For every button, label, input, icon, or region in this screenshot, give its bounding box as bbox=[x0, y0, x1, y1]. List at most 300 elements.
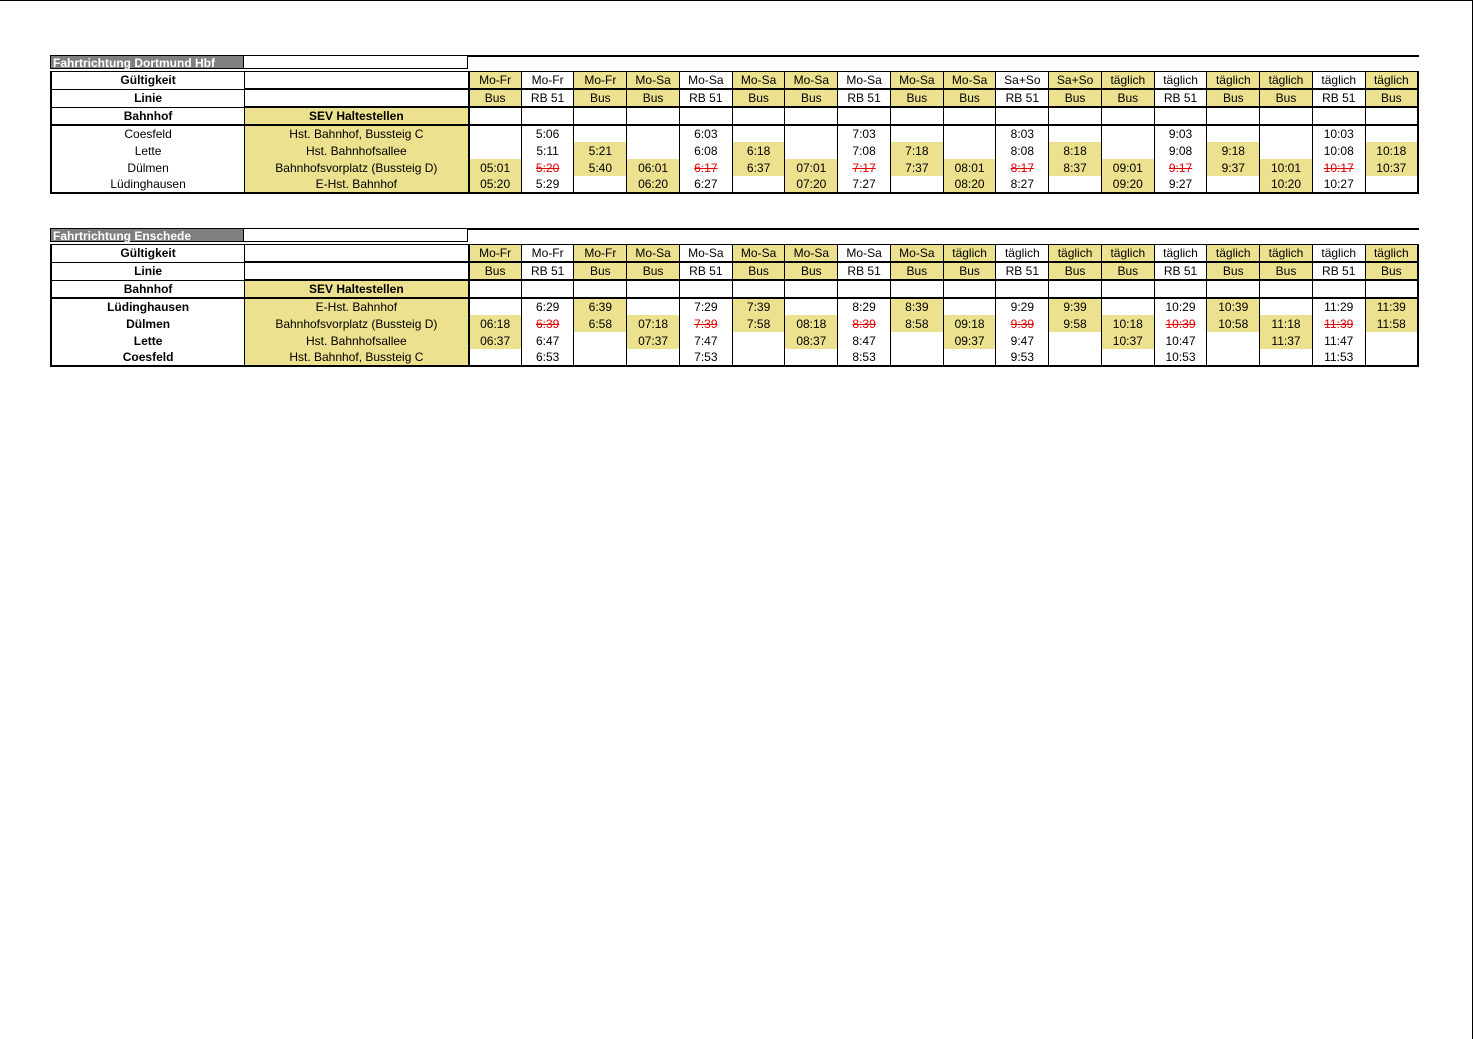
validity-label: Gültigkeit bbox=[51, 72, 245, 90]
time-cell bbox=[732, 125, 785, 142]
validity-cell: Mo-Sa bbox=[732, 72, 785, 90]
cancelled-time: 7:17 bbox=[852, 160, 876, 175]
validity-cell: Mo-Sa bbox=[838, 72, 891, 90]
time-cell bbox=[1049, 159, 1102, 176]
sev-stop-name: E-Hst. Bahnhof bbox=[245, 298, 469, 315]
time-cell bbox=[1101, 332, 1154, 349]
validity-cell: Mo-Sa bbox=[943, 72, 996, 90]
blank-cell bbox=[1207, 107, 1260, 125]
line-cell: Bus bbox=[1049, 89, 1102, 107]
blank-cell bbox=[521, 280, 574, 298]
departure-time: 7:18 bbox=[905, 143, 929, 158]
time-cell bbox=[838, 332, 891, 349]
time-cell bbox=[785, 332, 838, 349]
station-label: Bahnhof bbox=[51, 280, 245, 298]
blank-cell bbox=[1260, 107, 1313, 125]
validity-label: Gültigkeit bbox=[51, 245, 245, 263]
validity-cell: täglich bbox=[1049, 245, 1102, 263]
time-cell bbox=[679, 349, 732, 366]
blank-cell bbox=[574, 107, 627, 125]
cancelled-time: 9:39 bbox=[1010, 316, 1034, 331]
time-cell bbox=[469, 315, 522, 332]
line-cell: RB 51 bbox=[1312, 89, 1365, 107]
validity-cell: täglich bbox=[1365, 72, 1418, 90]
cancelled-time: 10:39 bbox=[1165, 316, 1196, 331]
time-cell bbox=[785, 176, 838, 193]
time-cell bbox=[1312, 159, 1365, 176]
sev-stop-name: Hst. Bahnhof, Bussteig C bbox=[245, 349, 469, 366]
time-cell bbox=[469, 176, 522, 193]
line-cell: Bus bbox=[1365, 89, 1418, 107]
blank-cell bbox=[469, 107, 522, 125]
station-name: Lette bbox=[51, 332, 245, 349]
line-cell: Bus bbox=[890, 89, 943, 107]
blank-cell bbox=[1154, 280, 1207, 298]
time-cell bbox=[1101, 142, 1154, 159]
time-cell bbox=[1049, 298, 1102, 315]
time-cell bbox=[1207, 315, 1260, 332]
time-cell bbox=[1049, 142, 1102, 159]
blank-cell bbox=[785, 107, 838, 125]
validity-cell: Mo-Sa bbox=[627, 72, 680, 90]
validity-cell: täglich bbox=[1260, 245, 1313, 263]
validity-cell: Mo-Sa bbox=[890, 72, 943, 90]
departure-time: 11:53 bbox=[1324, 350, 1354, 364]
time-cell bbox=[521, 176, 574, 193]
line-cell: Bus bbox=[1207, 89, 1260, 107]
departure-time: 9:39 bbox=[1063, 300, 1087, 314]
departure-time: 06:20 bbox=[638, 177, 669, 191]
time-cell bbox=[890, 176, 943, 193]
cancelled-time: 5:20 bbox=[535, 160, 560, 175]
time-cell bbox=[1207, 142, 1260, 159]
blank-cell bbox=[1154, 107, 1207, 125]
station-name: Lüdinghausen bbox=[51, 298, 245, 315]
departure-time: 06:01 bbox=[638, 160, 669, 175]
time-cell bbox=[627, 176, 680, 193]
line-cell: RB 51 bbox=[996, 262, 1049, 280]
departure-time: 9:29 bbox=[1010, 300, 1034, 314]
validity-cell: Mo-Sa bbox=[838, 245, 891, 263]
departure-time: 6:47 bbox=[535, 333, 560, 348]
cancelled-time: 8:39 bbox=[852, 316, 876, 331]
time-cell bbox=[838, 125, 891, 142]
sev-stops-header: SEV Haltestellen bbox=[245, 107, 469, 125]
station-header-row bbox=[51, 280, 1418, 298]
station-name: Lüdinghausen bbox=[51, 176, 245, 193]
time-cell bbox=[732, 142, 785, 159]
time-cell bbox=[1101, 298, 1154, 315]
time-cell bbox=[1049, 349, 1102, 366]
departure-time: 8:39 bbox=[905, 300, 929, 314]
time-cell bbox=[469, 332, 522, 349]
time-cell bbox=[574, 142, 627, 159]
time-cell bbox=[996, 125, 1049, 142]
time-cell bbox=[1154, 298, 1207, 315]
time-cell bbox=[679, 125, 732, 142]
time-cell bbox=[890, 315, 943, 332]
departure-time: 6:29 bbox=[535, 300, 560, 314]
time-cell bbox=[1312, 125, 1365, 142]
time-cell bbox=[1365, 349, 1418, 366]
time-cell bbox=[732, 176, 785, 193]
line-blank bbox=[245, 262, 469, 280]
time-cell bbox=[1260, 315, 1313, 332]
station-label: Bahnhof bbox=[51, 107, 245, 125]
departure-time: 9:08 bbox=[1168, 143, 1193, 158]
blank-cell bbox=[521, 107, 574, 125]
time-cell bbox=[469, 125, 522, 142]
validity-cell: Mo-Sa bbox=[785, 72, 838, 90]
validity-cell: Mo-Fr bbox=[521, 72, 574, 90]
line-cell: Bus bbox=[469, 262, 522, 280]
departure-time: 07:20 bbox=[796, 177, 827, 191]
blank-cell bbox=[469, 280, 522, 298]
time-cell bbox=[1154, 315, 1207, 332]
time-cell bbox=[679, 142, 732, 159]
blank-cell bbox=[627, 107, 680, 125]
departure-time: 9:47 bbox=[1010, 333, 1034, 348]
time-cell bbox=[627, 332, 680, 349]
line-cell: Bus bbox=[1049, 262, 1102, 280]
time-cell bbox=[1101, 349, 1154, 366]
departure-time: 06:18 bbox=[480, 316, 511, 331]
blank-cell bbox=[732, 107, 785, 125]
sev-stops-header: SEV Haltestellen bbox=[245, 280, 469, 298]
time-cell bbox=[1260, 298, 1313, 315]
validity-cell: Mo-Fr bbox=[521, 245, 574, 263]
time-cell bbox=[1260, 332, 1313, 349]
time-cell bbox=[996, 332, 1049, 349]
time-cell bbox=[1260, 142, 1313, 159]
departure-time: 08:37 bbox=[796, 333, 827, 348]
departure-time: 7:53 bbox=[694, 350, 718, 364]
time-cell bbox=[1260, 159, 1313, 176]
departure-time: 10:20 bbox=[1271, 177, 1302, 191]
blank-cell bbox=[574, 280, 627, 298]
cancelled-time: 9:17 bbox=[1168, 160, 1193, 175]
cancelled-time: 6:39 bbox=[535, 316, 560, 331]
timetable-grid bbox=[50, 244, 1419, 367]
departure-time: 11:39 bbox=[1376, 300, 1406, 314]
time-cell bbox=[943, 142, 996, 159]
departure-time: 7:08 bbox=[852, 143, 876, 158]
blank-cell bbox=[943, 280, 996, 298]
time-cell bbox=[838, 142, 891, 159]
station-name: Coesfeld bbox=[51, 125, 245, 142]
time-cell bbox=[1154, 125, 1207, 142]
line-cell: RB 51 bbox=[838, 89, 891, 107]
time-cell bbox=[1260, 176, 1313, 193]
time-cell bbox=[679, 315, 732, 332]
departure-time: 6:27 bbox=[694, 177, 718, 191]
departure-time: 10:01 bbox=[1271, 160, 1302, 175]
line-cell: Bus bbox=[1260, 262, 1313, 280]
line-cell: RB 51 bbox=[1154, 89, 1207, 107]
validity-cell: täglich bbox=[1312, 245, 1365, 263]
departure-time: 7:58 bbox=[746, 316, 771, 331]
validity-cell: täglich bbox=[996, 245, 1049, 263]
time-cell bbox=[943, 125, 996, 142]
line-cell: Bus bbox=[732, 262, 785, 280]
station-row bbox=[51, 315, 1418, 332]
line-cell: Bus bbox=[1365, 262, 1418, 280]
departure-time: 7:39 bbox=[746, 300, 771, 314]
line-cell: Bus bbox=[1101, 262, 1154, 280]
station-name: Dülmen bbox=[51, 159, 245, 176]
departure-time: 8:27 bbox=[1010, 177, 1034, 191]
time-cell bbox=[785, 298, 838, 315]
time-cell bbox=[521, 159, 574, 176]
validity-cell: Mo-Sa bbox=[890, 245, 943, 263]
blank-cell bbox=[627, 280, 680, 298]
direction-title: Fahrtrichtung Enschede bbox=[50, 228, 244, 242]
departure-time: 8:47 bbox=[852, 333, 876, 348]
time-cell bbox=[627, 315, 680, 332]
time-cell bbox=[732, 159, 785, 176]
sev-stop-name: E-Hst. Bahnhof bbox=[245, 176, 469, 193]
validity-cell: täglich bbox=[1154, 72, 1207, 90]
blank-cell bbox=[943, 107, 996, 125]
departure-time: 6:53 bbox=[535, 350, 560, 364]
time-cell bbox=[679, 176, 732, 193]
time-cell bbox=[1365, 298, 1418, 315]
blank-cell bbox=[1365, 107, 1418, 125]
blank-cell bbox=[1049, 107, 1102, 125]
time-cell bbox=[1101, 125, 1154, 142]
departure-time: 11:18 bbox=[1271, 316, 1301, 331]
time-cell bbox=[574, 332, 627, 349]
line-cell: Bus bbox=[1260, 89, 1313, 107]
departure-time: 8:53 bbox=[852, 350, 876, 364]
time-cell bbox=[1049, 176, 1102, 193]
station-row bbox=[51, 349, 1418, 366]
time-cell bbox=[1312, 298, 1365, 315]
departure-time: 6:03 bbox=[694, 127, 718, 141]
station-row bbox=[51, 159, 1418, 176]
departure-time: 7:27 bbox=[852, 177, 876, 191]
departure-time: 06:37 bbox=[480, 333, 511, 348]
validity-cell: täglich bbox=[1207, 72, 1260, 90]
departure-time: 8:03 bbox=[1010, 127, 1034, 141]
departure-time: 11:29 bbox=[1324, 300, 1354, 314]
time-cell bbox=[521, 298, 574, 315]
departure-time: 9:27 bbox=[1168, 177, 1193, 191]
time-cell bbox=[1365, 159, 1418, 176]
departure-time: 7:29 bbox=[694, 300, 718, 314]
time-cell bbox=[1365, 315, 1418, 332]
blank-cell bbox=[1312, 280, 1365, 298]
departure-time: 11:58 bbox=[1376, 316, 1406, 331]
line-cell: Bus bbox=[732, 89, 785, 107]
departure-time: 08:18 bbox=[796, 316, 827, 331]
time-cell bbox=[574, 315, 627, 332]
line-cell: RB 51 bbox=[1154, 262, 1207, 280]
time-cell bbox=[996, 315, 1049, 332]
time-cell bbox=[1312, 142, 1365, 159]
time-cell bbox=[521, 349, 574, 366]
validity-cell: Mo-Sa bbox=[627, 245, 680, 263]
line-cell: RB 51 bbox=[996, 89, 1049, 107]
time-cell bbox=[1207, 176, 1260, 193]
departure-time: 5:21 bbox=[588, 143, 613, 158]
time-cell bbox=[996, 349, 1049, 366]
cancelled-time: 11:39 bbox=[1324, 316, 1354, 331]
validity-cell: Mo-Sa bbox=[679, 245, 732, 263]
departure-time: 8:29 bbox=[852, 300, 876, 314]
time-cell bbox=[1154, 142, 1207, 159]
station-row bbox=[51, 125, 1418, 142]
departure-time: 5:06 bbox=[535, 127, 560, 141]
title-blank-cell bbox=[244, 55, 468, 69]
time-cell bbox=[574, 176, 627, 193]
validity-cell: Mo-Fr bbox=[469, 245, 522, 263]
departure-time: 07:18 bbox=[638, 316, 669, 331]
time-cell bbox=[996, 159, 1049, 176]
departure-time: 7:03 bbox=[852, 127, 876, 141]
time-cell bbox=[1312, 349, 1365, 366]
departure-time: 5:29 bbox=[535, 177, 560, 191]
blank-cell bbox=[890, 107, 943, 125]
time-cell bbox=[627, 159, 680, 176]
time-cell bbox=[732, 332, 785, 349]
departure-time: 09:01 bbox=[1112, 160, 1143, 175]
time-cell bbox=[838, 349, 891, 366]
time-cell bbox=[574, 349, 627, 366]
time-cell bbox=[469, 142, 522, 159]
departure-time: 05:20 bbox=[480, 177, 511, 191]
time-cell bbox=[1207, 125, 1260, 142]
time-cell bbox=[1101, 159, 1154, 176]
time-cell bbox=[890, 159, 943, 176]
station-name: Lette bbox=[51, 142, 245, 159]
validity-cell: täglich bbox=[943, 245, 996, 263]
time-cell bbox=[996, 142, 1049, 159]
top-rule bbox=[468, 228, 1419, 230]
departure-time: 6:39 bbox=[588, 300, 613, 314]
line-cell: Bus bbox=[785, 89, 838, 107]
time-cell bbox=[1365, 142, 1418, 159]
time-cell bbox=[1049, 315, 1102, 332]
time-cell bbox=[1154, 332, 1207, 349]
time-cell bbox=[521, 315, 574, 332]
time-cell bbox=[521, 142, 574, 159]
validity-blank bbox=[245, 72, 469, 90]
line-cell: Bus bbox=[574, 89, 627, 107]
line-row bbox=[51, 262, 1418, 280]
cancelled-time: 7:39 bbox=[694, 316, 718, 331]
title-blank-cell bbox=[244, 228, 468, 242]
validity-cell: Sa+So bbox=[1049, 72, 1102, 90]
time-cell bbox=[1365, 125, 1418, 142]
time-cell bbox=[943, 298, 996, 315]
departure-time: 5:40 bbox=[588, 160, 613, 175]
direction-title: Fahrtrichtung Dortmund Hbf bbox=[50, 55, 244, 69]
validity-cell: Mo-Sa bbox=[679, 72, 732, 90]
departure-time: 08:01 bbox=[954, 160, 985, 175]
blank-cell bbox=[838, 280, 891, 298]
line-cell: Bus bbox=[1101, 89, 1154, 107]
validity-cell: Mo-Fr bbox=[574, 72, 627, 90]
validity-row bbox=[51, 72, 1418, 90]
sev-stop-name: Bahnhofsvorplatz (Bussteig D) bbox=[245, 159, 469, 176]
time-cell bbox=[574, 125, 627, 142]
departure-time: 6:18 bbox=[746, 143, 771, 158]
departure-time: 09:37 bbox=[954, 333, 985, 348]
time-cell bbox=[521, 125, 574, 142]
departure-time: 8:18 bbox=[1063, 143, 1087, 158]
time-cell bbox=[627, 125, 680, 142]
blank-cell bbox=[1260, 280, 1313, 298]
departure-time: 10:27 bbox=[1323, 177, 1354, 191]
time-cell bbox=[838, 176, 891, 193]
departure-time: 9:37 bbox=[1221, 160, 1245, 175]
blank-cell bbox=[785, 280, 838, 298]
time-cell bbox=[943, 315, 996, 332]
departure-time: 05:01 bbox=[480, 160, 511, 175]
time-cell bbox=[1207, 349, 1260, 366]
time-cell bbox=[890, 349, 943, 366]
sev-stop-name: Bahnhofsvorplatz (Bussteig D) bbox=[245, 315, 469, 332]
departure-time: 09:18 bbox=[954, 316, 985, 331]
validity-blank bbox=[245, 245, 469, 263]
departure-time: 8:37 bbox=[1063, 160, 1087, 175]
time-cell bbox=[574, 298, 627, 315]
departure-time: 10:37 bbox=[1376, 160, 1407, 175]
departure-time: 10:53 bbox=[1165, 350, 1196, 364]
time-cell bbox=[574, 159, 627, 176]
departure-time: 10:39 bbox=[1218, 300, 1249, 314]
time-cell bbox=[732, 298, 785, 315]
time-cell bbox=[679, 332, 732, 349]
time-cell bbox=[943, 349, 996, 366]
departure-time: 8:08 bbox=[1010, 143, 1034, 158]
time-cell bbox=[1365, 176, 1418, 193]
line-cell: RB 51 bbox=[521, 89, 574, 107]
time-cell bbox=[1312, 176, 1365, 193]
time-cell bbox=[1207, 159, 1260, 176]
line-cell: RB 51 bbox=[679, 262, 732, 280]
blank-cell bbox=[679, 280, 732, 298]
line-cell: RB 51 bbox=[838, 262, 891, 280]
validity-cell: täglich bbox=[1101, 245, 1154, 263]
time-cell bbox=[890, 142, 943, 159]
sev-stop-name: Hst. Bahnhofsallee bbox=[245, 142, 469, 159]
line-cell: Bus bbox=[890, 262, 943, 280]
blank-cell bbox=[732, 280, 785, 298]
timetable-grid bbox=[50, 71, 1419, 194]
validity-cell: Mo-Fr bbox=[469, 72, 522, 90]
sev-stop-name: Hst. Bahnhofsallee bbox=[245, 332, 469, 349]
time-cell bbox=[785, 349, 838, 366]
line-cell: Bus bbox=[627, 262, 680, 280]
blank-cell bbox=[996, 280, 1049, 298]
time-cell bbox=[732, 349, 785, 366]
departure-time: 11:47 bbox=[1324, 333, 1354, 348]
blank-cell bbox=[1101, 107, 1154, 125]
time-cell bbox=[679, 159, 732, 176]
departure-time: 07:01 bbox=[796, 160, 827, 175]
line-cell: Bus bbox=[627, 89, 680, 107]
time-cell bbox=[1154, 159, 1207, 176]
departure-time: 10:03 bbox=[1323, 127, 1354, 141]
top-rule bbox=[468, 55, 1419, 57]
line-cell: Bus bbox=[1207, 262, 1260, 280]
time-cell bbox=[1260, 349, 1313, 366]
time-cell bbox=[1049, 332, 1102, 349]
validity-cell: täglich bbox=[1365, 245, 1418, 263]
time-cell bbox=[1365, 332, 1418, 349]
